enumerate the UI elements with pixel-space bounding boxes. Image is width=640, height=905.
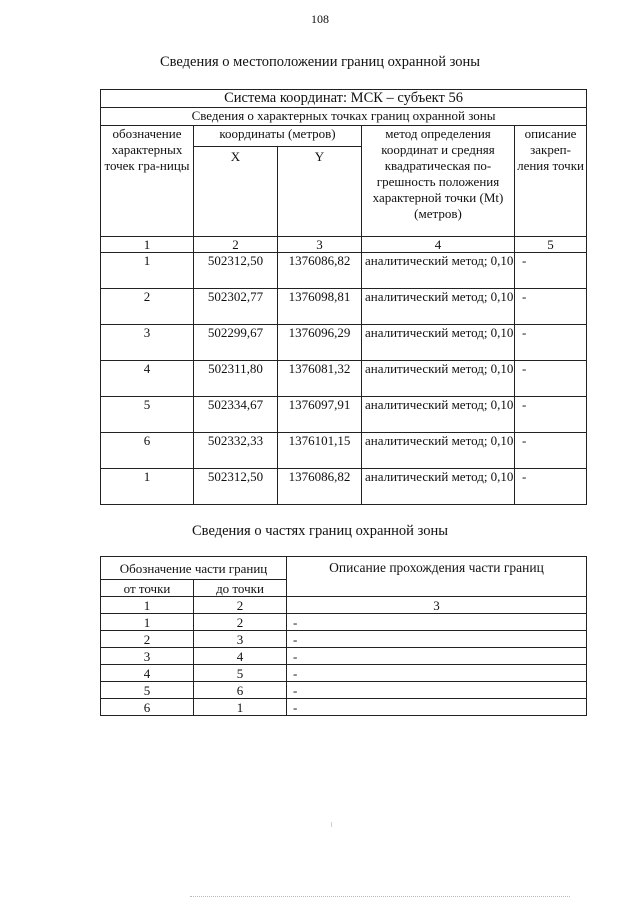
x-cell: 502302,77 bbox=[194, 289, 278, 325]
to-cell: 2 bbox=[194, 614, 287, 631]
method-cell: аналитический метод; 0,10 bbox=[362, 397, 515, 433]
to-cell: 1 bbox=[194, 699, 287, 716]
header-coords: координаты (метров) bbox=[194, 126, 362, 147]
point-cell: 4 bbox=[101, 361, 194, 397]
x-cell: 502312,50 bbox=[194, 469, 278, 505]
part-desc-cell: - bbox=[287, 682, 587, 699]
y-cell: 1376098,81 bbox=[278, 289, 362, 325]
from-cell: 3 bbox=[101, 648, 194, 665]
table-subtitle: Сведения о характерных точках границ охранной зоны bbox=[101, 108, 587, 126]
header-from: от точки bbox=[101, 580, 194, 597]
table-row bbox=[101, 682, 587, 699]
method-cell: аналитический метод; 0,10 bbox=[362, 325, 515, 361]
table-row bbox=[101, 631, 587, 648]
y-cell: 1376086,82 bbox=[278, 253, 362, 289]
col-number: 3 bbox=[278, 237, 362, 253]
header-point: обозначение характерных точек гра-ницы bbox=[101, 126, 194, 237]
desc-cell: - bbox=[515, 325, 587, 361]
from-cell: 4 bbox=[101, 665, 194, 682]
table-row bbox=[101, 289, 587, 325]
x-cell: 502332,33 bbox=[194, 433, 278, 469]
desc-cell: - bbox=[515, 469, 587, 505]
table-row bbox=[101, 699, 587, 716]
point-cell: 1 bbox=[101, 469, 194, 505]
table-row bbox=[101, 325, 587, 361]
header-y: Y bbox=[278, 147, 362, 237]
point-cell: 6 bbox=[101, 433, 194, 469]
boundary-parts-table bbox=[100, 556, 587, 716]
to-cell: 3 bbox=[194, 631, 287, 648]
header-method: метод определения координат и средняя квадратическая по-грешность положения характерной точки (Mt) (метров) bbox=[362, 126, 515, 237]
method-cell: аналитический метод; 0,10 bbox=[362, 361, 515, 397]
part-desc-cell: - bbox=[287, 648, 587, 665]
table-row bbox=[101, 469, 587, 505]
y-cell: 1376081,32 bbox=[278, 361, 362, 397]
to-cell: 5 bbox=[194, 665, 287, 682]
col-number: 1 bbox=[101, 597, 194, 614]
method-cell: аналитический метод; 0,10 bbox=[362, 253, 515, 289]
from-cell: 5 bbox=[101, 682, 194, 699]
y-cell: 1376096,29 bbox=[278, 325, 362, 361]
section1-title: Сведения о местоположении границ охранной зоны bbox=[159, 54, 480, 70]
coordinate-system-cell: Система координат: МСК – субъект 56 bbox=[101, 90, 587, 108]
scan-mark bbox=[331, 822, 332, 827]
table-row bbox=[101, 648, 587, 665]
scan-artifact bbox=[190, 896, 570, 899]
method-cell: аналитический метод; 0,10 bbox=[362, 433, 515, 469]
method-cell: аналитический метод; 0,10 bbox=[362, 289, 515, 325]
table-row bbox=[101, 361, 587, 397]
part-desc-cell: - bbox=[287, 631, 587, 648]
col-number: 2 bbox=[194, 597, 287, 614]
table-row bbox=[101, 433, 587, 469]
from-cell: 6 bbox=[101, 699, 194, 716]
table-row bbox=[101, 614, 587, 631]
to-cell: 6 bbox=[194, 682, 287, 699]
point-cell: 5 bbox=[101, 397, 194, 433]
x-cell: 502334,67 bbox=[194, 397, 278, 433]
point-cell: 3 bbox=[101, 325, 194, 361]
page-number: 108 bbox=[311, 12, 329, 26]
part-desc-cell: - bbox=[287, 614, 587, 631]
to-cell: 4 bbox=[194, 648, 287, 665]
point-cell: 1 bbox=[101, 253, 194, 289]
y-cell: 1376097,91 bbox=[278, 397, 362, 433]
method-cell: аналитический метод; 0,10 bbox=[362, 469, 515, 505]
section2-title: Сведения о частях границ охранной зоны bbox=[192, 523, 448, 539]
desc-cell: - bbox=[515, 253, 587, 289]
header-part-desc: Описание прохождения части границ bbox=[287, 557, 587, 597]
part-desc-cell: - bbox=[287, 665, 587, 682]
header-x: X bbox=[194, 147, 278, 237]
table-row bbox=[101, 397, 587, 433]
part-desc-cell: - bbox=[287, 699, 587, 716]
col-number: 2 bbox=[194, 237, 278, 253]
col-number: 5 bbox=[515, 237, 587, 253]
desc-cell: - bbox=[515, 361, 587, 397]
desc-cell: - bbox=[515, 433, 587, 469]
header-to: до точки bbox=[194, 580, 287, 597]
header-part: Обозначение части границ bbox=[101, 557, 287, 580]
desc-cell: - bbox=[515, 397, 587, 433]
x-cell: 502312,50 bbox=[194, 253, 278, 289]
col-number: 4 bbox=[362, 237, 515, 253]
boundary-points-table bbox=[100, 89, 587, 505]
point-cell: 2 bbox=[101, 289, 194, 325]
from-cell: 2 bbox=[101, 631, 194, 648]
col-number: 1 bbox=[101, 237, 194, 253]
from-cell: 1 bbox=[101, 614, 194, 631]
table-row bbox=[101, 253, 587, 289]
header-desc: описание закреп-ления точки bbox=[515, 126, 587, 237]
y-cell: 1376101,15 bbox=[278, 433, 362, 469]
table-row bbox=[101, 665, 587, 682]
x-cell: 502311,80 bbox=[194, 361, 278, 397]
col-number: 3 bbox=[287, 597, 587, 614]
x-cell: 502299,67 bbox=[194, 325, 278, 361]
y-cell: 1376086,82 bbox=[278, 469, 362, 505]
desc-cell: - bbox=[515, 289, 587, 325]
